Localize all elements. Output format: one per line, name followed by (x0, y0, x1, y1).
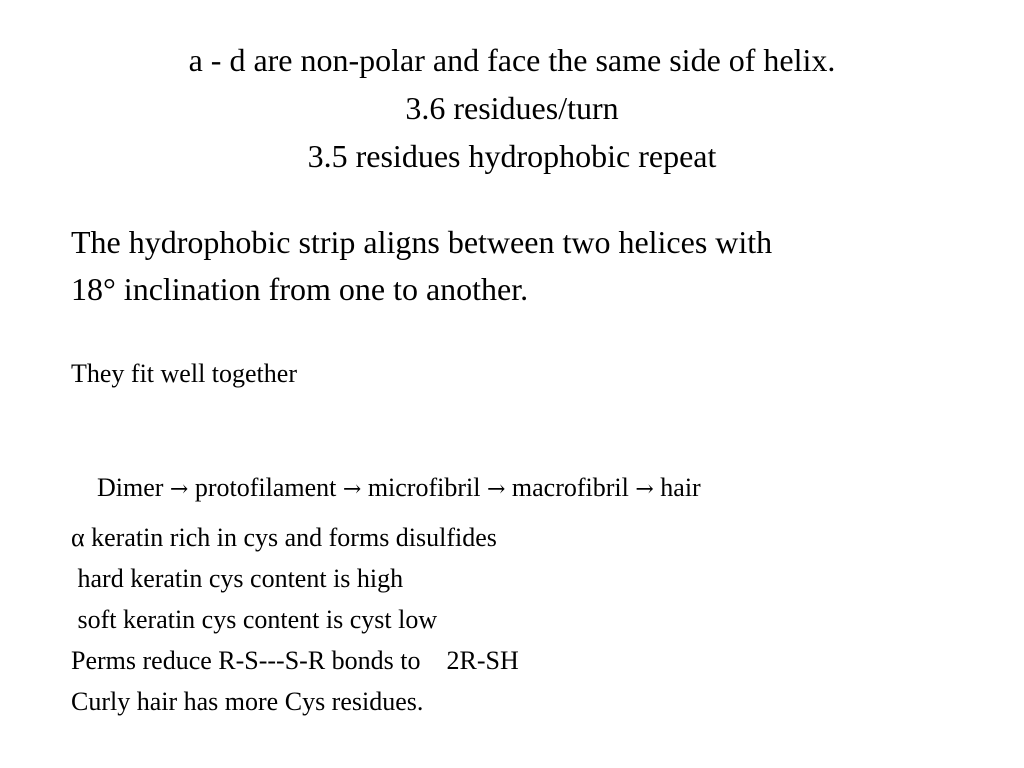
right-arrow-icon: → (486, 477, 506, 502)
hierarchy-step-microfibril: microfibril (367, 473, 481, 502)
header-line-residues-per-turn: 3.6 residues/turn (405, 90, 619, 126)
intro-line-strip-aligns: The hydrophobic strip aligns between two helices with (71, 224, 773, 260)
intro-paragraph (71, 219, 971, 313)
right-arrow-icon: → (169, 477, 189, 502)
keratin-line-alpha: α keratin rich in cys and forms disulfides (71, 523, 497, 552)
keratin-line-curly-hair: Curly hair has more Cys residues. (71, 687, 424, 716)
keratin-line-perms: Perms reduce R-S---S-R bonds to 2R-SH (71, 646, 519, 675)
hierarchy-step-hair: hair (660, 473, 701, 502)
header-line-hydrophobic-repeat: 3.5 residues hydrophobic repeat (307, 138, 717, 174)
intro-line-inclination: 18° inclination from one to another. (71, 271, 529, 307)
header-line-helix-faces: a - d are non-polar and face the same side of helix. (188, 42, 836, 78)
hierarchy-step-protofilament: protofilament (194, 473, 337, 502)
keratin-line-soft: soft keratin cys content is cyst low (71, 605, 438, 634)
hierarchy-step-macrofibril: macrofibril (511, 473, 629, 502)
hierarchy-step-dimer: Dimer (97, 473, 164, 502)
right-arrow-icon: → (635, 477, 654, 502)
right-arrow-icon: → (342, 477, 362, 502)
fit-text: They fit well together (71, 359, 297, 388)
keratin-line-hard: hard keratin cys content is high (71, 564, 404, 593)
header-block (0, 36, 1024, 180)
